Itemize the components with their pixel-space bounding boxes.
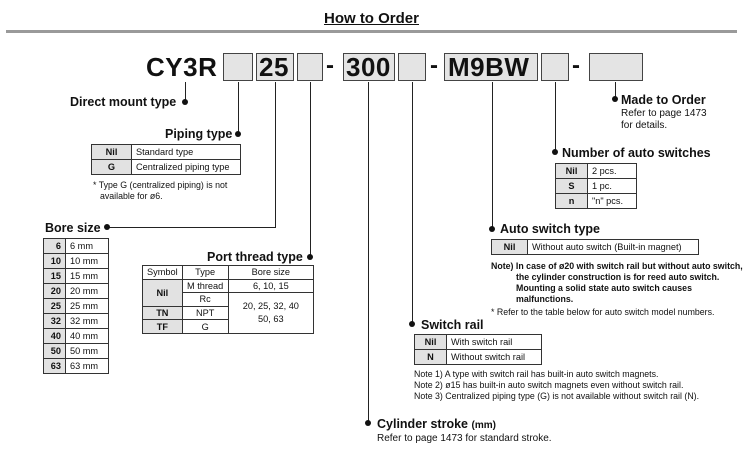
table-row xyxy=(44,329,109,344)
port-bore-other-1: 20, 25, 32, 40 xyxy=(242,301,299,312)
table-row xyxy=(92,160,241,175)
connector-stroke xyxy=(368,82,369,422)
piping-key: Nil xyxy=(92,145,132,160)
num-key: S xyxy=(556,179,588,194)
title-rule xyxy=(6,30,737,33)
code-stroke: 300 xyxy=(346,52,391,82)
table-row xyxy=(556,164,637,179)
port-thread-table xyxy=(142,265,314,334)
bore-value: 63 mm xyxy=(66,359,109,374)
table-row xyxy=(44,284,109,299)
connector-dot-stroke xyxy=(365,420,371,426)
table-row xyxy=(556,179,637,194)
connector-dot-direct-mount xyxy=(182,99,188,105)
num-value: "n" pcs. xyxy=(588,194,637,209)
bore-key: 15 xyxy=(44,269,66,284)
table-row xyxy=(415,335,542,350)
switch-rail-table xyxy=(414,334,542,365)
port-bore-m: 6, 10, 15 xyxy=(228,279,313,293)
rail-key: Nil xyxy=(415,335,447,350)
connector-dot-piping xyxy=(235,131,241,137)
connector-switch xyxy=(492,82,493,230)
port-symbol-tn: TN xyxy=(143,306,183,320)
bore-value: 10 mm xyxy=(66,254,109,269)
table-row xyxy=(44,269,109,284)
piping-type-label: Piping type xyxy=(165,127,233,141)
bore-value: 15 mm xyxy=(66,269,109,284)
table-row xyxy=(143,266,314,280)
auto-switch-table xyxy=(491,239,699,255)
auto-switch-note-4: malfunctions. xyxy=(516,294,574,304)
code-dash-3: - xyxy=(572,52,580,79)
code-switch: M9BW xyxy=(448,52,530,82)
made-to-order-line2: for details. xyxy=(621,120,668,131)
connector-bore-v xyxy=(275,82,276,227)
connector-port xyxy=(310,82,311,258)
auto-switch-key: Nil xyxy=(492,240,528,255)
connector-dot-bore xyxy=(104,224,110,230)
auto-switch-label: Auto switch type xyxy=(500,222,601,236)
bore-value: 50 mm xyxy=(66,344,109,359)
code-bore: 25 xyxy=(259,52,289,82)
connector-dot-number xyxy=(552,149,558,155)
bore-size-label: Bore size xyxy=(45,221,101,235)
auto-switch-note-2: the cylinder construction is for reed auto switch. xyxy=(516,272,720,282)
num-switches-label: Number of auto switches xyxy=(562,146,711,160)
port-bore-other-2: 50, 63 xyxy=(258,314,284,325)
cylinder-stroke-unit: (mm) xyxy=(471,420,496,431)
table-row xyxy=(492,240,699,255)
connector-dot-port xyxy=(307,254,313,260)
rail-note-2: Note 2) ø15 has built-in auto switch magnets even without switch rail. xyxy=(414,380,684,390)
table-row xyxy=(44,344,109,359)
piping-key: G xyxy=(92,160,132,175)
code-box-port xyxy=(297,53,323,81)
piping-note: available for ø6. xyxy=(100,191,163,201)
made-to-order-line1: Refer to page 1473 xyxy=(621,108,707,119)
port-header-type: Type xyxy=(182,266,228,280)
port-type-rc: Rc xyxy=(182,293,228,307)
bore-key: 6 xyxy=(44,239,66,254)
num-value: 2 pcs. xyxy=(588,164,637,179)
connector-dot-mto xyxy=(612,96,618,102)
table-row xyxy=(44,359,109,374)
rail-note-3: Note 3) Centralized piping type (G) is not available without switch rail (N). xyxy=(414,391,700,401)
connector-dot-rail xyxy=(409,321,415,327)
rail-value: With switch rail xyxy=(447,335,542,350)
port-bore-other xyxy=(228,293,313,334)
num-key: n xyxy=(556,194,588,209)
bore-value: 25 mm xyxy=(66,299,109,314)
bore-key: 10 xyxy=(44,254,66,269)
bore-key: 50 xyxy=(44,344,66,359)
cylinder-stroke-note: Refer to page 1473 for standard stroke. xyxy=(377,433,552,444)
piping-type-table xyxy=(91,144,241,175)
code-box-number xyxy=(541,53,569,81)
code-box-piping xyxy=(223,53,253,81)
port-symbol-tf: TF xyxy=(143,320,183,334)
table-row xyxy=(92,145,241,160)
piping-note: * Type G (centralized piping) is not xyxy=(93,180,228,190)
port-header-symbol: Symbol xyxy=(143,266,183,280)
num-switches-table xyxy=(555,163,637,209)
table-row xyxy=(44,254,109,269)
auto-switch-refer: * Refer to the table below for auto switch model numbers. xyxy=(491,307,715,317)
code-dash-1: - xyxy=(326,52,334,79)
port-type-g: G xyxy=(182,320,228,334)
connector-number xyxy=(555,82,556,152)
port-type-m: M thread xyxy=(182,279,228,293)
bore-key: 63 xyxy=(44,359,66,374)
connector-dot-switch xyxy=(489,226,495,232)
page-title: How to Order xyxy=(323,10,419,27)
num-key: Nil xyxy=(556,164,588,179)
bore-key: 40 xyxy=(44,329,66,344)
bore-value: 20 mm xyxy=(66,284,109,299)
table-row xyxy=(556,194,637,209)
code-box-made-to-order xyxy=(589,53,643,81)
port-header-bore: Bore size xyxy=(228,266,313,280)
port-symbol-nil: Nil xyxy=(143,279,183,306)
piping-value: Standard type xyxy=(132,145,241,160)
bore-key: 25 xyxy=(44,299,66,314)
rail-key: N xyxy=(415,350,447,365)
bore-size-table xyxy=(43,238,109,374)
table-row xyxy=(44,239,109,254)
connector-bore-h xyxy=(108,227,276,228)
rail-value: Without switch rail xyxy=(447,350,542,365)
port-thread-label: Port thread type xyxy=(207,250,303,264)
direct-mount-label: Direct mount type xyxy=(70,95,177,109)
connector-rail xyxy=(412,82,413,325)
table-row xyxy=(143,279,314,293)
bore-key: 20 xyxy=(44,284,66,299)
bore-value: 6 mm xyxy=(66,239,109,254)
auto-switch-note-1: Note) In case of ø20 with switch rail but without auto switch, xyxy=(491,261,743,271)
num-value: 1 pc. xyxy=(588,179,637,194)
port-type-npt: NPT xyxy=(182,306,228,320)
auto-switch-note-3: Mounting a solid state auto switch causes xyxy=(516,283,692,293)
made-to-order-label: Made to Order xyxy=(621,93,706,107)
cylinder-stroke-label xyxy=(377,417,496,431)
switch-rail-label: Switch rail xyxy=(421,318,484,332)
rail-note-1: Note 1) A type with switch rail has built-in auto switch magnets. xyxy=(414,369,659,379)
auto-switch-value: Without auto switch (Built-in magnet) xyxy=(528,240,699,255)
piping-value: Centralized piping type xyxy=(132,160,241,175)
cylinder-stroke-title: Cylinder stroke xyxy=(377,417,469,431)
code-series: CY3R xyxy=(146,52,218,82)
bore-value: 32 mm xyxy=(66,314,109,329)
code-box-rail xyxy=(398,53,426,81)
connector-piping xyxy=(238,82,239,134)
table-row xyxy=(44,299,109,314)
code-dash-2: - xyxy=(430,52,438,79)
table-row xyxy=(44,314,109,329)
table-row xyxy=(415,350,542,365)
bore-value: 40 mm xyxy=(66,329,109,344)
bore-key: 32 xyxy=(44,314,66,329)
